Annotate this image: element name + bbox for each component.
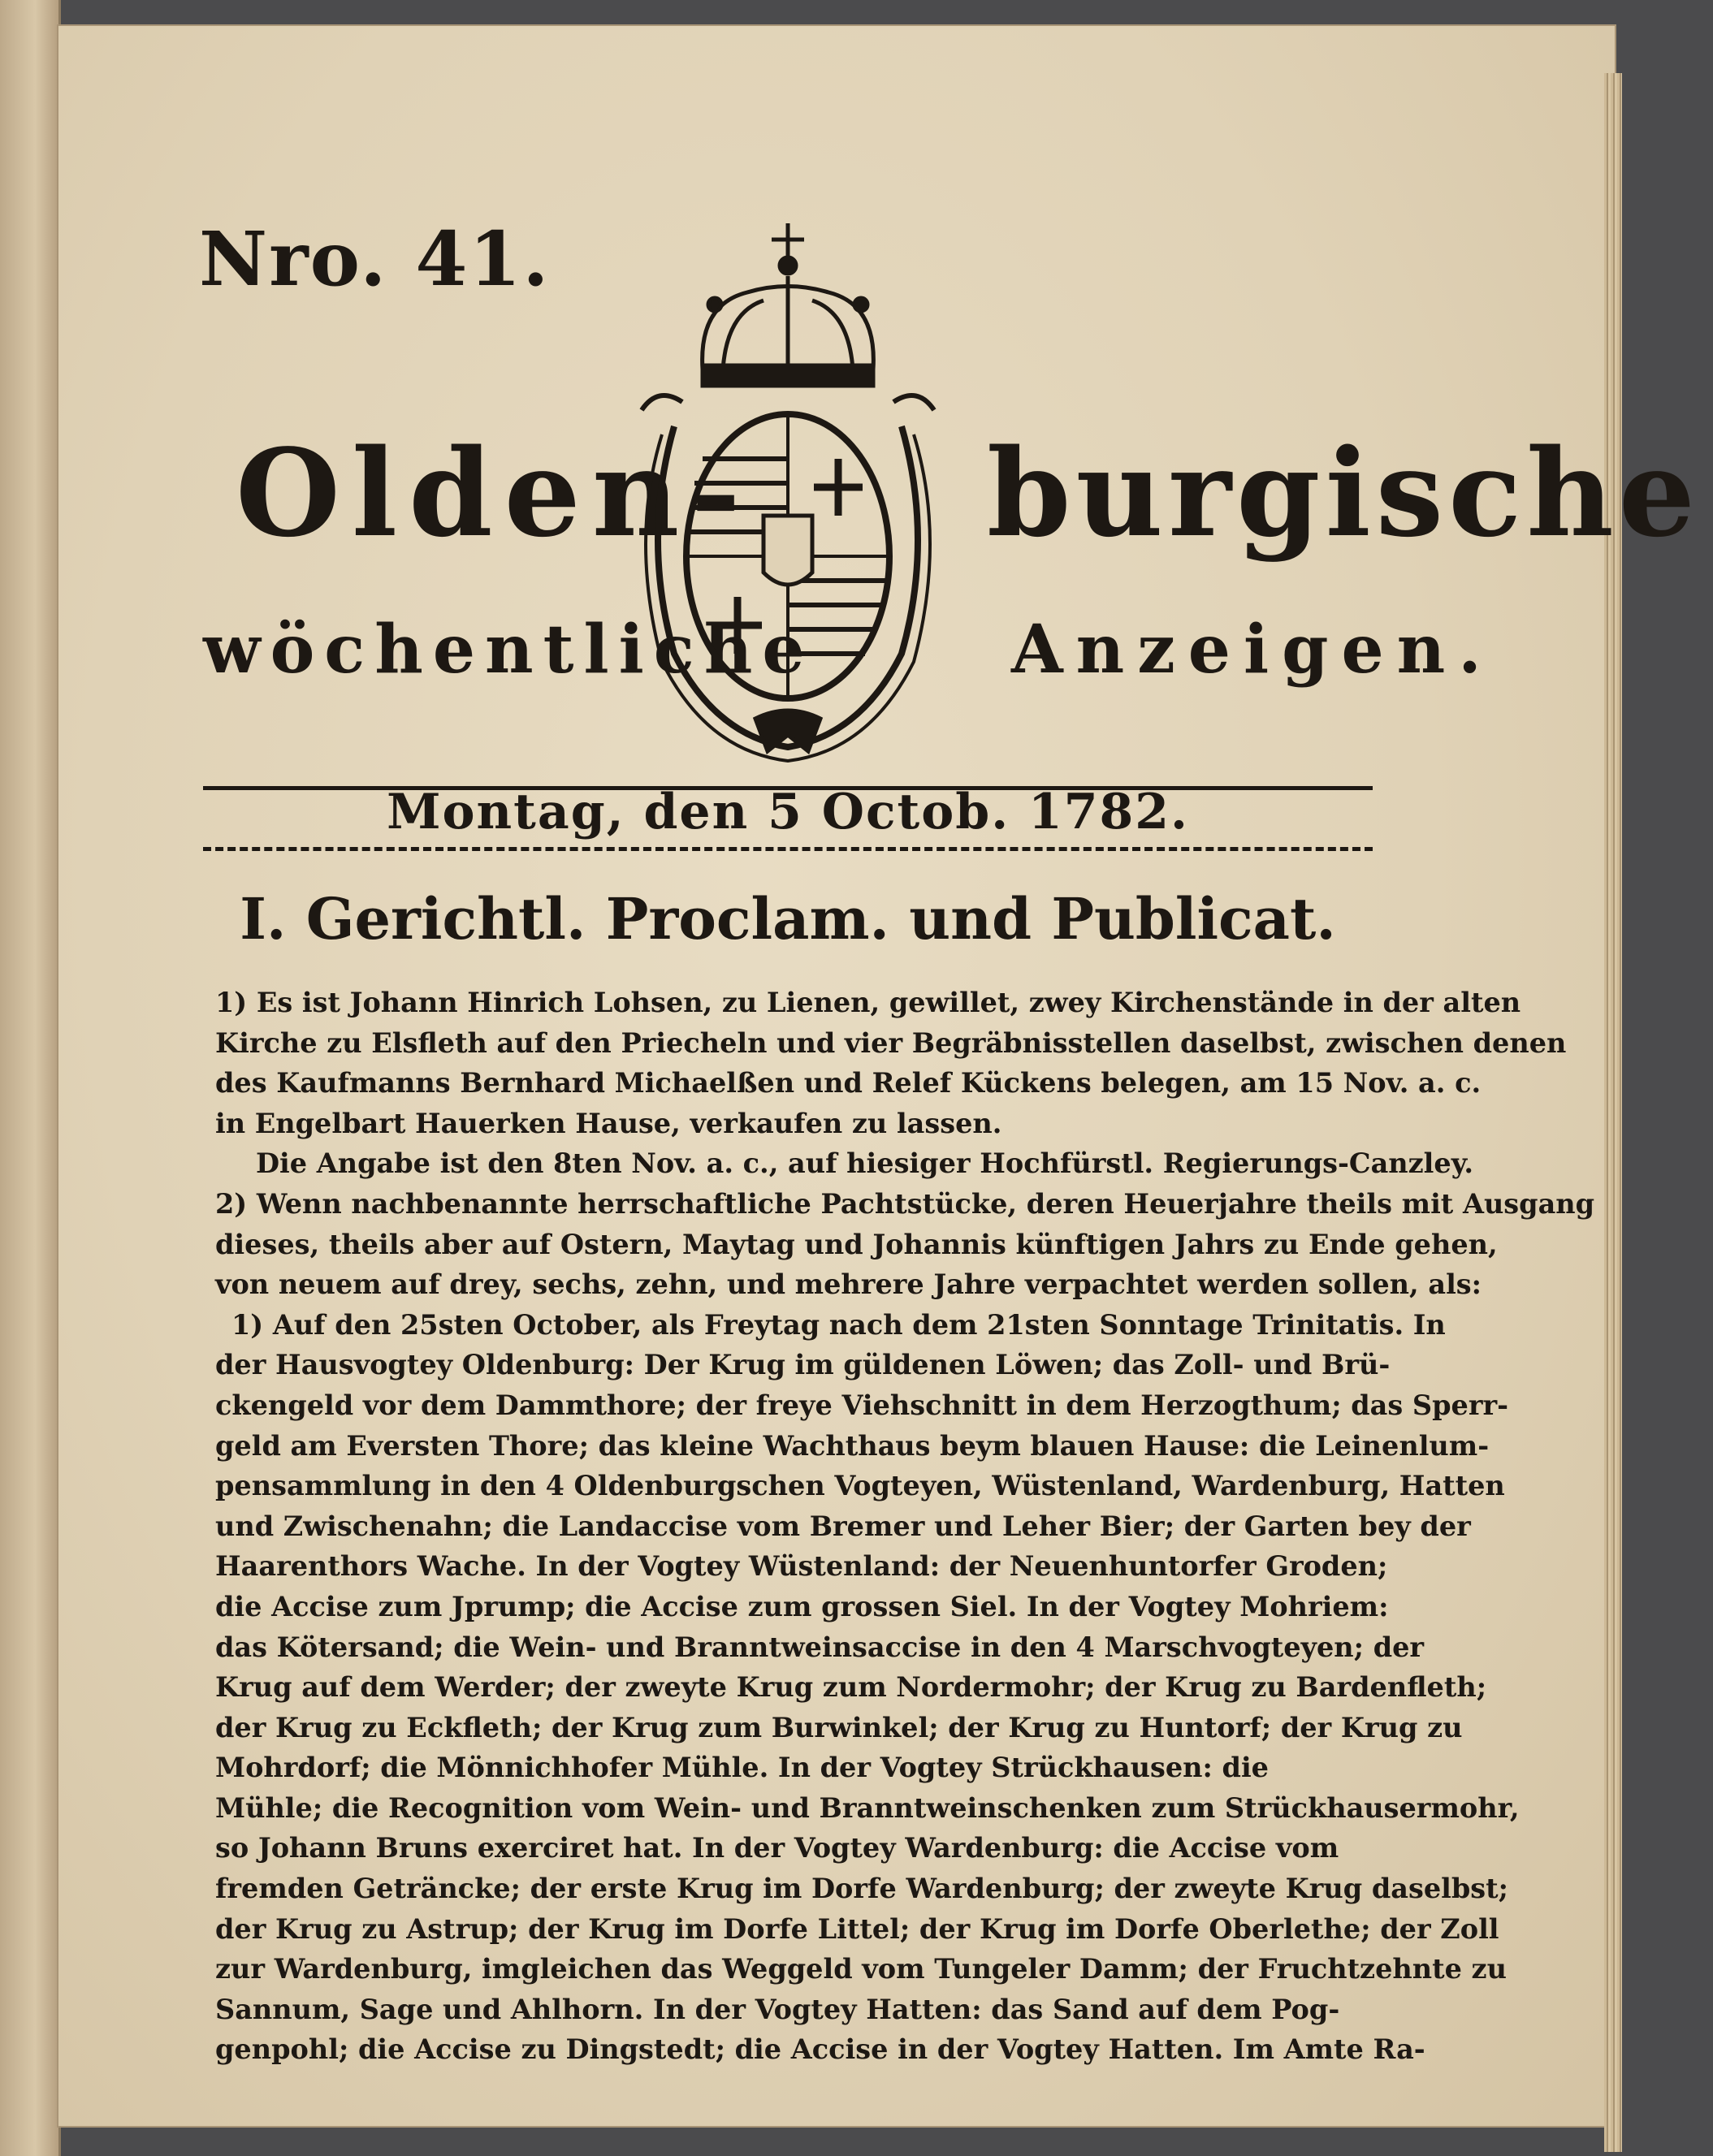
body-line: Sannum, Sage und Ahlhorn. In der Vogtey Hatten: das Sand auf dem Pog- [215, 1993, 1340, 2025]
body-line: Haarenthors Wache. In der Vogtey Wüstenland: der Neuenhuntorfer Groden; [215, 1550, 1388, 1583]
body-line: und Zwischenahn; die Landaccise vom Bremer und Leher Bier; der Garten bey der [215, 1510, 1471, 1542]
page-stack-edge [1604, 73, 1622, 2152]
body-line: die Accise zum Jprump; die Accise zum grossen Siel. In der Vogtey Mohriem: [215, 1590, 1389, 1622]
body-line: der Krug zu Eckfleth; der Krug zum Burwinkel; der Krug zu Huntorf; der Krug zu [215, 1711, 1463, 1743]
body-line: 2) Wenn nachbenannte herrschaftliche Pachtstücke, deren Heuerjahre theils mit Ausgang [215, 1187, 1595, 1220]
body-line: genpohl; die Accise zu Dingstedt; die Accise in der Vogtey Hatten. Im Amte Ra- [215, 2033, 1425, 2066]
body-line: das Kötersand; die Wein- und Branntweinsaccise in den 4 Marschvogteyen; der [215, 1631, 1425, 1663]
issue-number: Nro. 41. [199, 215, 551, 303]
body-line: der Krug zu Astrup; der Krug im Dorfe Littel; der Krug im Dorfe Oberlethe; der Zoll [215, 1912, 1499, 1945]
body-line: zur Wardenburg, imgleichen das Weggeld vom Tungeler Damm; der Fruchtzehnte zu [215, 1953, 1507, 1985]
body-line: fremden Geträncke; der erste Krug im Dorfe Wardenburg; der zweyte Krug daselbst; [215, 1873, 1508, 1905]
subtitle-right: Anzeigen. [1011, 611, 1495, 689]
body-line: Krug auf dem Werder; der zweyte Krug zum Nordermohr; der Krug zu Bardenfleth; [215, 1671, 1487, 1704]
body-line: dieses, theils aber auf Ostern, Maytag und Johannis künftigen Jahrs zu Ende gehen, [215, 1228, 1498, 1260]
body-line: Die Angabe ist den 8ten Nov. a. c., auf hiesiger Hochfürstl. Regierungs-Canzley. [256, 1147, 1473, 1180]
body-line: so Johann Bruns exerciret hat. In der Vogtey Wardenburg: die Accise vom [215, 1832, 1339, 1864]
body-line: des Kaufmanns Bernhard Michaelßen und Relef Kückens belegen, am 15 Nov. a. c. [215, 1067, 1482, 1100]
body-line: Mühle; die Recognition vom Wein- und Branntweinschenken zum Strückhausermohr, [215, 1791, 1520, 1824]
title-left: Olden- [236, 422, 752, 564]
body-line: Mohrdorf; die Mönnichhofer Mühle. In der Vogtey Strückhausen: die [215, 1752, 1269, 1784]
rule-bottom [203, 847, 1373, 851]
title-right: burgische [987, 422, 1700, 564]
body-line: 1) Es ist Johann Hinrich Lohsen, zu Lienen, gewillet, zwey Kirchenstände in der alten [215, 987, 1521, 1018]
dateline: Montag, den 5 Octob. 1782. [387, 784, 1189, 840]
body-line: in Engelbart Hauerken Hause, verkaufen zu lassen. [215, 1107, 1002, 1139]
body-line: pensammlung in den 4 Oldenburgschen Vogteyen, Wüstenland, Wardenburg, Hatten [215, 1470, 1505, 1502]
body-line: Kirche zu Elsfleth auf den Priecheln und vier Begräbnisstellen daselbst, zwischen denen [215, 1026, 1567, 1059]
crowned-coat-of-arms-icon [625, 215, 950, 771]
facing-page-edge [0, 0, 61, 2156]
section-heading: I. Gerichtl. Proclam. und Publicat. [240, 885, 1336, 953]
body-line: ckengeld vor dem Dammthore; der freye Viehschnitt in dem Herzogthum; das Sperr- [215, 1389, 1509, 1421]
body-line: geld am Eversten Thore; das kleine Wachthaus beym blauen Hause: die Leinenlum- [215, 1429, 1490, 1462]
article-body [215, 983, 1595, 2070]
body-line: von neuem auf drey, sechs, zehn, und mehrere Jahre verpachtet werden sollen, als: [215, 1268, 1482, 1301]
body-line: 1) Auf den 25sten October, als Freytag nach dem 21sten Sonntage Trinitatis. In [231, 1308, 1446, 1341]
subtitle-left: wöchentliche [203, 611, 815, 689]
body-line: der Hausvogtey Oldenburg: Der Krug im güldenen Löwen; das Zoll- und Brü- [215, 1349, 1391, 1381]
